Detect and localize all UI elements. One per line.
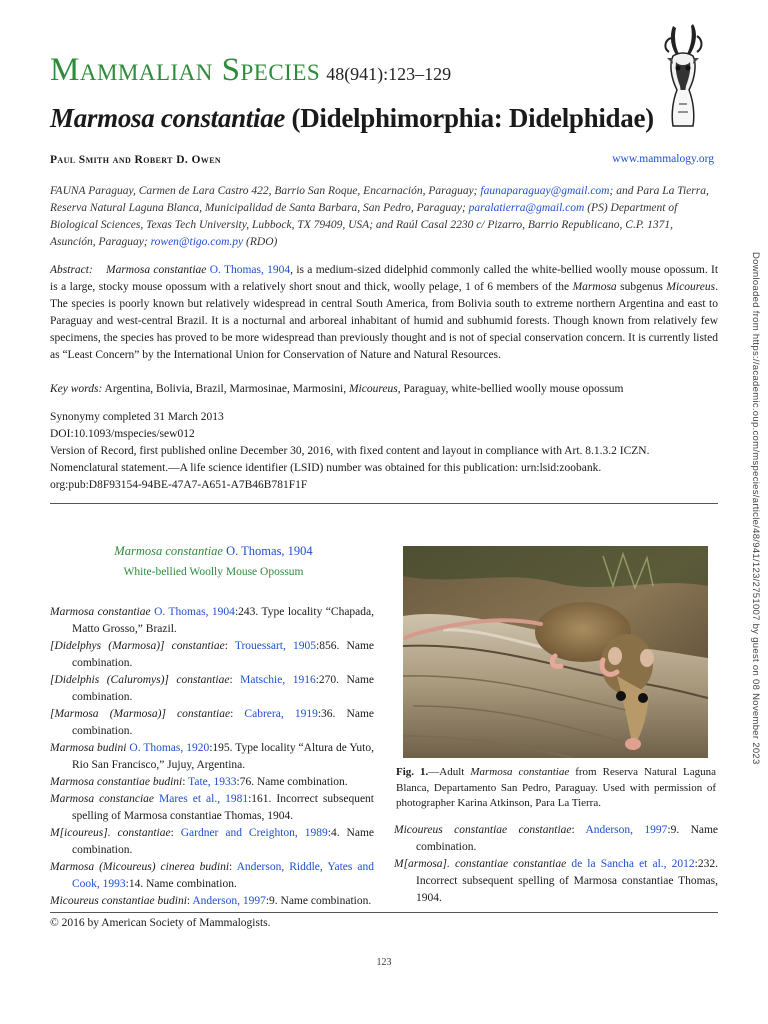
abstract-genus: Marmosa [572,281,617,293]
synonym-name: [Didelphys (Marmosa)] constantiae [50,640,225,652]
synonym-ref-link[interactable]: Anderson, 1997 [585,824,668,836]
authors: Paul Smith and Robert D. Owen [50,154,222,166]
doi: DOI:10.1093/mspecies/sew012 [50,428,195,440]
synonym-entry: Marmosa (Micoureus) cinerea budini: Anderson, Riddle, Yates and Cook, 1993:14. Name combination. [50,861,375,890]
caption-species: Marmosa constantiae [470,766,570,778]
synonym-text: :232. Incorrect subsequent spelling of Marmosa constantiae Thomas, 1904. [416,858,718,904]
abstract-text: , is a medium-sized didelphid commonly called the white-bellied woolly mouse opossum. It is a large, stocky mouse opossum with a relatively short snout and thick, woolly pelage, 1 of 6 members of the [50,264,719,293]
caption-text: —Adult [428,766,471,778]
synonym-text: :36. Name combination. [72,708,374,737]
synonymy-date: Synonymy completed 31 March 2013 [50,411,224,423]
synonym-text: :9. Name combination. [416,824,719,853]
journal-name [50,52,451,89]
common-name: White-bellied Woolly Mouse Opossum [123,566,304,578]
synonym-text: :76. Name combination. [236,776,348,788]
keywords-label: Key words: [50,383,103,395]
synonym-ref-link[interactable]: Anderson, 1997 [192,895,266,907]
synonym-text: :14. Name combination. [125,878,237,890]
synonym-ref-link[interactable]: Cabrera, 1919 [244,708,318,720]
synonym-ref-link[interactable]: Gardner and Creighton, 1989 [180,827,328,839]
keywords [50,381,718,398]
keywords-italic: Micoureus [348,383,398,395]
synonym-name: Marmosa (Micoureus) cinerea budini [50,861,230,873]
synonym-name: Marmosa constantiae budini [50,776,183,788]
synonym-ref-link[interactable]: Anderson, Riddle, Yates and Cook, 1993 [72,861,375,890]
abstract-subgenus: Micoureus [666,281,716,293]
synonym-name: Marmosa constantiae [50,606,151,618]
affiliation-text: (RDO) [243,236,278,248]
abstract-species: Marmosa constantiae [105,264,207,276]
abstract-authority-link[interactable]: O. Thomas, 1904 [209,264,291,276]
article-title [50,103,654,134]
keywords-text: Argentina, Bolivia, Brazil, Marmosinae, Marmosini, [102,383,349,395]
journal-citation: 48(941):123–129 [326,64,452,84]
synonym-entry: [Didelphys (Marmosa)] constantiae: Trouessart, 1905:856. Name combination. [50,640,374,669]
synonym-text: :195. Type locality “Altura de Yuto, Rio San Francisco,” Jujuy, Argentina. [72,742,374,771]
synonym-entry: Micoureus constantiae budini: Anderson, 1997:9. Name combination. [50,895,372,907]
synonym-ref-link[interactable]: Tate, 1933 [188,776,237,788]
abstract-label: Abstract: [50,264,93,276]
affiliation-text: ; and Para La Tierra, Reserva Natural Laguna Blanca, Municipalidad de Santa Barbara, San Pedro, Paraguay; [50,185,709,214]
synonym-ref-link[interactable]: Mares et al., 1981 [159,793,249,805]
synonym-entry: Micoureus constantiae constantiae: Anderson, 1997:9. Name combination. [394,824,719,853]
synonym-text: :270. Name combination. [72,674,374,703]
synonymy-list-left [50,604,374,910]
synonym-text: :9. Name combination. [265,895,372,907]
divider [50,503,718,504]
synonym-name: M[icoureus]. constantiae [50,827,171,839]
affiliation-text: (PS) Department of Biological Sciences, Texas Tech University, Lubbock, TX 79409, USA; and Raúl Casal 2230 c/ Pizarro, Barrio Republicano, C.P. 1371, Asunción, Paraguay; [50,202,678,248]
publication-meta [50,409,718,494]
page-number: 123 [376,957,392,968]
opossum-photo [403,546,708,758]
abstract-text: . The species is poorly known but relatively widespread in central South America, from Bolivia south to extreme northern Argentina and east to Paraguay and west-central Brazil. It is a nocturnal and arboreal inhabitant of humid and subhumid forests. Though known from relatively few specimens, the species has proved to be more widespread than previously thought and is not of special conservation concern. It is currently listed as “Least Concern” by the International Union for Conservation of Nature and Natural Resources. [50,281,718,361]
figure-caption [396,765,716,812]
synonym-text: :243. Type locality “Chapada, Matto Grosso,” Brazil. [72,606,375,635]
synonym-entry [50,604,374,638]
version-of-record: Version of Record, first published online December 30, 2016, with fixed content and layout in compliance with Art. 8.1.3.2 ICZN. [50,445,650,457]
synonym-entry: M[icoureus]. constantiae: Gardner and Creighton, 1989:4. Name combination. [50,827,374,856]
email-link-rowen[interactable]: rowen@tigo.com.py [150,236,244,248]
synonym-text: :4. Name combination. [72,827,374,856]
figure-label: Fig. 1. [396,766,429,778]
pronghorn-logo-icon [643,18,723,128]
synonym-ref-link[interactable]: O. Thomas, 1904 [154,606,235,618]
download-watermark: Downloaded from https://academic.oup.com/mspecies/article/48/941/123/2751007 by guest on 08 November 2023 [750,252,761,765]
synonym-name: Marmosa budini [50,742,127,754]
title-taxonomy: (Didelphimorphia: Didelphidae) [291,103,654,133]
synonym-name: [Marmosa (Marmosa)] constantiae [50,708,231,720]
synonym-entry: [Didelphis (Caluromys)] constantiae: Matschie, 1916:270. Name combination. [50,674,374,703]
lsid: org:pub:D8F93154-94BE-47A7-A651-A7B46B781F1F [50,479,308,491]
synonym-name: Micoureus constantiae constantiae [394,824,572,836]
synonym-ref-link[interactable]: O. Thomas, 1920 [129,742,210,754]
email-link-fauna[interactable]: faunaparaguay@gmail.com [480,185,610,197]
synonym-ref-link[interactable]: de la Sancha et al., 2012 [571,858,695,870]
abstract [50,262,718,364]
caption-text: from Reserva Natural Laguna Blanca, Departamento San Pedro, Paraguay. Used with permission of photographer Karina Atkinson, Para La Tierra. [396,766,717,809]
synonym-ref-link[interactable]: Trouessart, 1905 [234,640,317,652]
nomenclatural-statement: Nomenclatural statement.—A life science identifier (LSID) number was obtained for this publication: urn:lsid:zoobank. [50,462,602,474]
taxon-name: Marmosa constantiae [114,544,223,558]
email-link-paralatierra[interactable]: paralatierra@gmail.com [468,202,585,214]
synonym-entry [50,740,374,774]
synonymy-list-right [394,822,718,907]
synonym-name: Marmosa constanciae [50,793,155,805]
synonym-entry: [Marmosa (Marmosa)] constantiae: Cabrera, 1919:36. Name combination. [50,708,374,737]
abstract-text: subgenus [616,281,667,293]
synonym-name: M[armosa]. constantiae constantiae [394,858,567,870]
taxon-heading [50,544,377,559]
keywords-text: , Paraguay, white-bellied woolly mouse opossum [397,383,624,395]
website-link[interactable]: www.mammalogy.org [612,153,714,165]
synonym-entry: Marmosa constantiae budini: Tate, 1933:76. Name combination. [50,776,348,788]
synonym-text: :161. Incorrect subsequent spelling of Marmosa constantiae Thomas, 1904. [72,793,375,822]
title-species: Marmosa constantiae [50,103,286,133]
affiliation-text: FAUNA Paraguay, Carmen de Lara Castro 422, Barrio San Roque, Encarnación, Paraguay; [50,185,481,197]
synonym-entry [50,791,374,825]
synonym-ref-link[interactable]: Matschie, 1916 [240,674,316,686]
journal-title: Mammalian Species [50,52,321,88]
synonym-name: Micoureus constantiae budini [50,895,187,907]
synonym-name: [Didelphis (Caluromys)] constantiae [50,674,230,686]
divider [50,912,718,913]
taxon-authority-link[interactable]: O. Thomas, 1904 [226,544,313,558]
affiliations [50,183,718,251]
copyright: © 2016 by American Society of Mammalogists. [50,917,271,929]
synonym-entry [394,856,718,907]
synonym-text: :856. Name combination. [72,640,374,669]
